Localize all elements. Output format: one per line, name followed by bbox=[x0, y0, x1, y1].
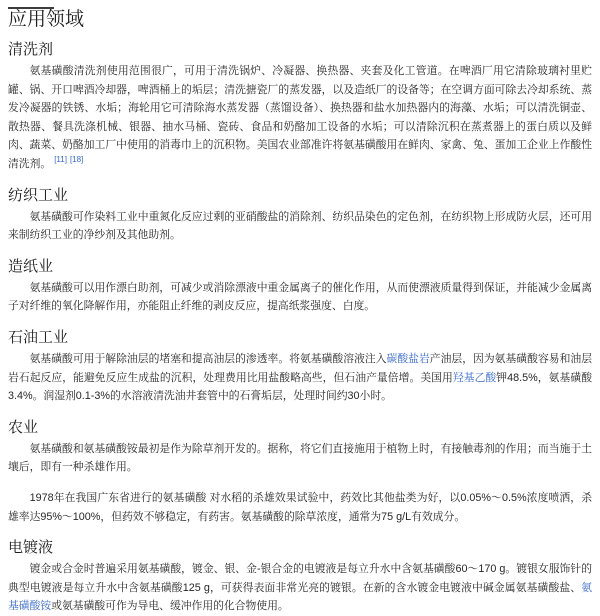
text-run: 1978年在我国广东省进行的氨基磺酸 对水稻的杀雄效果试验中，药效比其他盐类为好，以0.05%～0.5%浓度喷洒，杀雄率达95%～100%，但药效不够稳定，有药害。氨基磺酸的除草浓度，通常为75 g/L有效成分。 bbox=[8, 491, 592, 523]
text-run: 氨基磺酸清洗剂使用范围很广，可用于清洗锅炉、冷凝器、换热器、夹套及化工管道。在啤酒厂用它清除玻璃衬里贮罐、锅、开口啤酒冷却器，啤酒桶上的垢层；清洗搪瓷厂的蒸发器，以及造纸厂的设备等；在空调方面可除去冷却系统、蒸发冷凝器的铁锈、水垢；海轮用它可清除海水蒸发器（蒸馏设备）、换热器和盐水加热器内的海藻、水垢；可以清洗铜壶、散热器、餐具洗涤机械、银器、抽水马桶、瓷砖、食品和奶酪加工设备的水垢；可以清除沉积在蒸煮器上的蛋白质以及鲜肉、蔬菜、奶酪加工厂中使用的消毒巾上的沉积物。美国农业部准许将氨基磺酸用在鲜肉、家禽、兔、蛋加工企业上作酸性清洗剂。 bbox=[8, 65, 592, 170]
text-run: 产油层，因为氨基磺酸容易和油层岩石起反应，能避免反应生成盐的沉积，处理费用比用盐酸略高些，但石油产量倍增。美国用 bbox=[8, 352, 592, 384]
paragraph bbox=[8, 489, 592, 526]
paragraph bbox=[8, 279, 592, 316]
subsection-heading-electroplating-solution: 电镀液 bbox=[8, 539, 54, 557]
section-cleaning-agent bbox=[8, 40, 592, 174]
wiki-link[interactable]: 氨基磺酸铵 bbox=[8, 581, 592, 613]
paragraph bbox=[8, 560, 592, 616]
text-run: 氨基磺酸可以用作漂白助剂，可减少或消除漂液中重金属离子的催化作用，从而使漂液质量得到保证，并能减少金属离子对纤维的氧化降解作用，亦能阻止纤维的剥皮反应，提高纸浆强度、白度。 bbox=[8, 281, 592, 313]
text-run: 镀金或合金时普遍采用氨基磺酸，镀金、银、金-银合金的电镀液是每立升水中含氨基磺酸60～170 g。镀银女服饰针的典型电镀液是每立升水中含氨基磺酸125 g，可获得表面非常光亮的镀银。在新的含水镀金电镀液中碱金属氨基磺酸盐、 bbox=[8, 563, 592, 594]
wiki-link[interactable]: 碳酸盐岩 bbox=[386, 352, 430, 365]
text-run: 氨基磺酸可用于解除油层的堵塞和提高油层的渗透率。将氨基磺酸溶液注入 bbox=[29, 352, 387, 365]
page-title: 应用领域 bbox=[8, 9, 85, 30]
paragraph bbox=[8, 62, 592, 174]
article-content bbox=[0, 7, 600, 616]
subsection-heading-textile-industry: 纺织工业 bbox=[8, 186, 69, 204]
section-agriculture bbox=[8, 418, 592, 526]
section-papermaking bbox=[8, 257, 592, 316]
section-petroleum-industry bbox=[8, 328, 592, 406]
subsection-heading-papermaking: 造纸业 bbox=[8, 257, 54, 275]
wiki-link[interactable]: 羟基乙酸 bbox=[452, 371, 497, 384]
section-textile-industry bbox=[8, 186, 592, 245]
text-run: 氨基磺酸可作染料工业中重氮化反应过剩的亚硝酸盐的消除剂、纺织品染色的定色剂，在纺织物上形成防火层，还可用来制纺织工业的净纱剂及其他助剂。 bbox=[8, 210, 592, 242]
text-run: 钾48.5%，氨基磺酸3.4%。润湿剂0.1-3%的水溶液清洗油井套管中的石膏垢层，处理时间约30小时。 bbox=[8, 371, 592, 403]
clipped-text-fragment bbox=[8, 7, 54, 9]
paragraph bbox=[8, 440, 592, 477]
text-run: 氨基磺酸和氨基磺酸铵最初是作为除草剂开发的。据称，将它们直接施用于植物上时，有接触毒剂的作用；而当施于土壤后，即有一种杀雄作用。 bbox=[8, 442, 592, 474]
subsection-heading-agriculture: 农业 bbox=[8, 418, 39, 436]
reference-link[interactable]: [18] bbox=[69, 155, 84, 165]
text-run: 或氨基磺酸可作为导电、缓冲作用的化合物使用。 bbox=[51, 600, 289, 613]
section-electroplating-solution bbox=[8, 538, 592, 616]
reference-link[interactable]: [11] bbox=[54, 155, 67, 165]
paragraph bbox=[8, 350, 592, 406]
subsection-heading-cleaning-agent: 清洗剂 bbox=[8, 41, 54, 58]
subsection-heading-petroleum-industry: 石油工业 bbox=[8, 328, 69, 346]
paragraph bbox=[8, 208, 592, 245]
